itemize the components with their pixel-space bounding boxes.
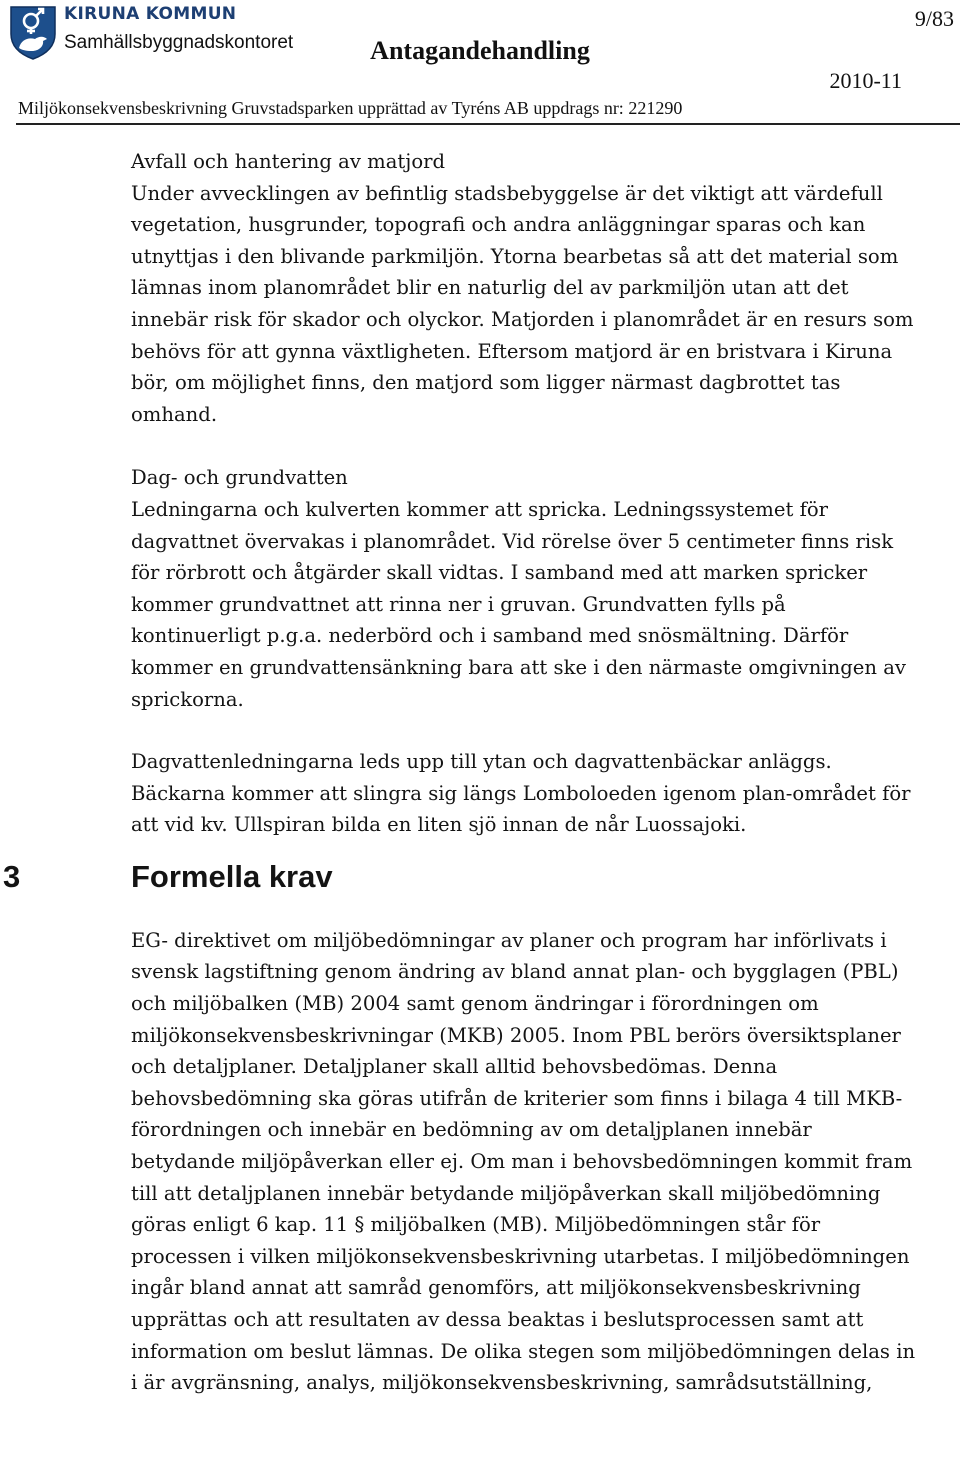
spacer xyxy=(131,715,921,746)
subsection-heading-waste-topsoil: Avfall och hantering av matjord xyxy=(131,150,446,173)
paragraph: EG- direktivet om miljöbedömningar av planer och program har införlivats i svensk lagstiftning genom ändring av bland annat plan- och bygglagen (PBL) och miljöbalken (MB) 2004 samt genom ändringar i förordningen om miljökonsekvensbeskrivningar (MKB) 2005. Inom PBL berörs översiktsplaner och detaljplaner. Detaljplaner skall alltid behovsbedömas. Denna behovsbedömning ska göras utifrån de kriterier som finns i bilaga 4 till MKB-förordningen och innebär en bedömning av om detaljplanen innebär betydande miljöpåverkan eller ej. Om man i behovsbedömningen kommit fram till att detaljplanen innebär betydande miljöpåverkan skall miljöbedömning göras enligt 6 kap. 11 § miljöbalken (MB). Miljöbedömningen står för processen i vilken miljökonsekvensbeskrivning utarbetas. I miljöbedömningen ingår bland annat att samråd genomförs, att miljökonsekvensbeskrivning upprättas och att resultaten av dessa beaktas i beslutsprocessen samt att information om beslut lämnas. De olika stegen som miljöbedömningen delas in i är avgränsning, analys, miljökonsekvensbeskrivning, samrådsutställning, xyxy=(131,928,916,1395)
section-title: Formella krav xyxy=(131,858,333,894)
section-number: 3 xyxy=(3,858,21,894)
spacer xyxy=(131,430,921,462)
office-name: Samhällsbyggnadskontoret xyxy=(64,32,294,53)
header-divider xyxy=(16,123,960,125)
page-number: 9/83 xyxy=(914,6,954,31)
paragraph: Dagvattenledningarna leds upp till ytan och dagvattenbäckar anläggs. Bäckarna kommer att slingra sig längs Lomboloeden igenom plan-området för att vid kv. Ullspiran bilda en liten sjö innan de når Luossajoki. xyxy=(131,750,911,837)
section-heading xyxy=(3,849,921,907)
organization-name: KIRUNA KOMMUN xyxy=(64,4,237,24)
document-subtitle: Miljökonsekvensbeskrivning Gruvstadsparken upprättad av Tyréns AB uppdrags nr: 221290 xyxy=(18,98,683,118)
paragraph: Under avvecklingen av befintlig stadsbebyggelse är det viktigt att värdefull vegetation, husgrunder, topografi och andra anläggningar sparas och kan utnyttjas i den blivande parkmiljön. Ytorna bearbetas så att det material som lämnas inom planområdet blir en naturlig del av parkmiljön utan att det innebär risk för skador och olyckor. Matjorden i planområdet är en resurs som behövs för att gynna växtligheten. Eftersom matjord är en bristvara i Kiruna bör, om möjlighet finns, den matjord som ligger närmast dagbrottet tas omhand. xyxy=(131,181,914,426)
document-date: 2010-11 xyxy=(829,68,902,93)
document-body xyxy=(3,146,921,1399)
subsection-heading-groundwater: Dag- och grundvatten xyxy=(131,466,348,490)
page-header xyxy=(0,0,960,128)
document-status: Antagandehandling xyxy=(370,36,590,65)
paragraph: Ledningarna och kulverten kommer att spricka. Ledningssystemet för dagvattnet övervakas i planområdet. Vid rörelse över 5 centimeter finns risk för rörbrott och åtgärder skall vidtas. I samband med att marken spricker kommer grundvattnet att rinna ner i gruvan. Grundvatten fylls på kontinuerligt p.g.a. nederbörd och i samband med snösmältning. Därför kommer en grundvattensänkning bara att ske i den närmaste omgivningen av sprickorna. xyxy=(131,497,906,711)
